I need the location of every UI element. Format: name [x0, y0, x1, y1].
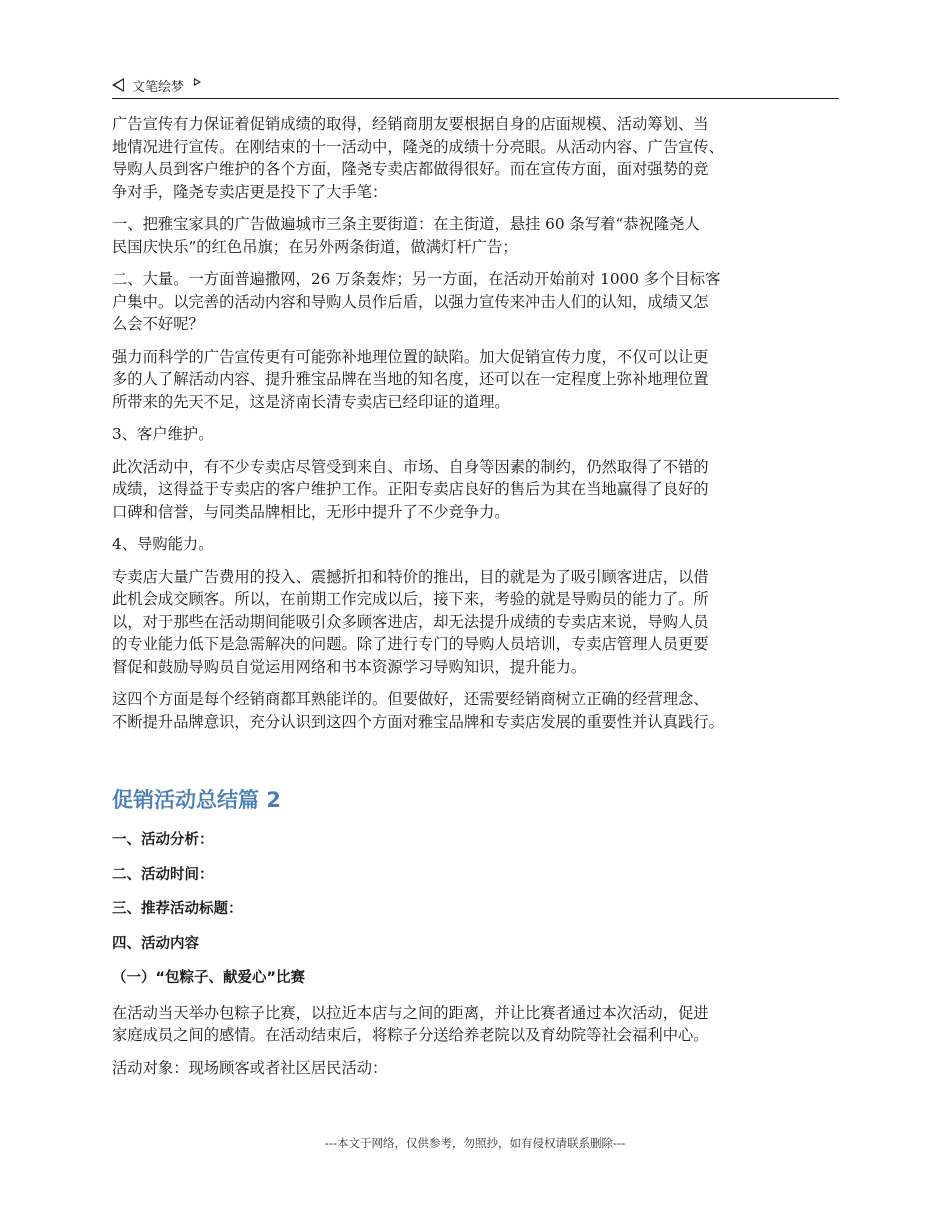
triangle-right-icon [194, 78, 201, 86]
paragraph: 4、导购能力。 [112, 535, 214, 553]
paragraph: 活动对象：现场顾客或者社区居民活动： [112, 1058, 388, 1077]
paragraph: 在活动当天举办包粽子比赛，以拉近本店与之间的距离，并让比赛者通过本次活动，促进 家庭成员之间的感情。在活动结束后，将粽子分送给养老院以及育幼院等社会福利中心。 [112, 1003, 709, 1044]
header-title: 文笔绘梦 [132, 79, 185, 95]
paragraph: 此次活动中，有不少专卖店尽管受到来自、市场、自身等因素的制约，仍然取得了不错的 成绩，这得益于专卖店的客户维护工作。正阳专卖店良好的售后为其在当地赢得了良好的 口碑和信誉，与同类品牌相比，无形中提升了不少竞争力。 [112, 457, 709, 521]
paragraph: 3、客户维护。 [112, 425, 214, 443]
paragraph: 专卖店大量广告费用的投入、震撼折扣和特价的推出，目的就是为了吸引顾客进店，以借 此机会成交顾客。所以，在前期工作完成以后，接下来，考验的就是导购员的能力了。所 以，对于那些在活动期间能吸引众多顾客进店，却无法提升成绩的专卖店来说，导购人员 的专业能力低下是急需解决的问题。除了进行专门的导购人员培训，专卖店管理人员更要 督促和鼓励导购员自觉运用网络和书本资源学习导购知识，提升能力。 [112, 567, 709, 676]
paragraph: 这四个方面是每个经销商都耳熟能详的。但要做好，还需要经销商树立正确的经营理念、 不断提升品牌意识，充分认识到这四个方面对雅宝品牌和专卖店发展的重要性并认真践行。 [112, 690, 724, 731]
page-footer: ---本文于网络，仅供参考，勿照抄，如有侵权请联系删除--- [324, 1136, 626, 1150]
paragraph: 广告宣传有力保证着促销成绩的取得，经销商朋友要根据自身的店面规模、活动筹划、当 地情况进行宣传。在刚结束的十一活动中，隆尧的成绩十分亮眼。从活动内容、广告宣传、 导购人员到客户维护的各个方面，隆尧专卖店都做得很好。而在宣传方面，面对强势的竞 争对手，隆尧专卖店更是投下了大手笔： [112, 115, 724, 201]
section-item: 四、活动内容 [112, 935, 199, 952]
paragraph: 一、把雅宝家具的广告做遍城市三条主要街道：在主街道，悬挂 60 条写着“恭祝隆尧人 民国庆快乐”的红色吊旗；在另外两条街道，做满灯杆广告； [112, 215, 700, 256]
section-item: （一）“包粽子、献爱心”比赛 [112, 970, 306, 986]
section-item: 一、活动分析： [112, 832, 214, 848]
triangle-left-icon [112, 78, 124, 92]
paragraph: 强力而科学的广告宣传更有可能弥补地理位置的缺陷。加大促销宣传力度，不仅可以让更 多的人了解活动内容、提升雅宝品牌在当地的知名度，还可以在一定程度上弥补地理位置 所带来的先天不足，这是济南长清专卖店已经印证的道理。 [112, 347, 709, 411]
page-header [112, 72, 839, 99]
section-item: 二、活动时间： [112, 866, 214, 883]
section-item: 三、推荐活动标题： [112, 901, 243, 917]
document-body [112, 113, 844, 1089]
section-heading: 促销活动总结篇 2 [112, 788, 281, 812]
paragraph: 二、大量。一方面普遍撒网，26 万条轰炸；另一方面，在活动开始前对 1000 多个目标客 户集中。以完善的活动内容和导购人员作后盾，以强力宣传来冲击人们的认知，成绩又怎 么会不好呢？ [112, 270, 721, 333]
